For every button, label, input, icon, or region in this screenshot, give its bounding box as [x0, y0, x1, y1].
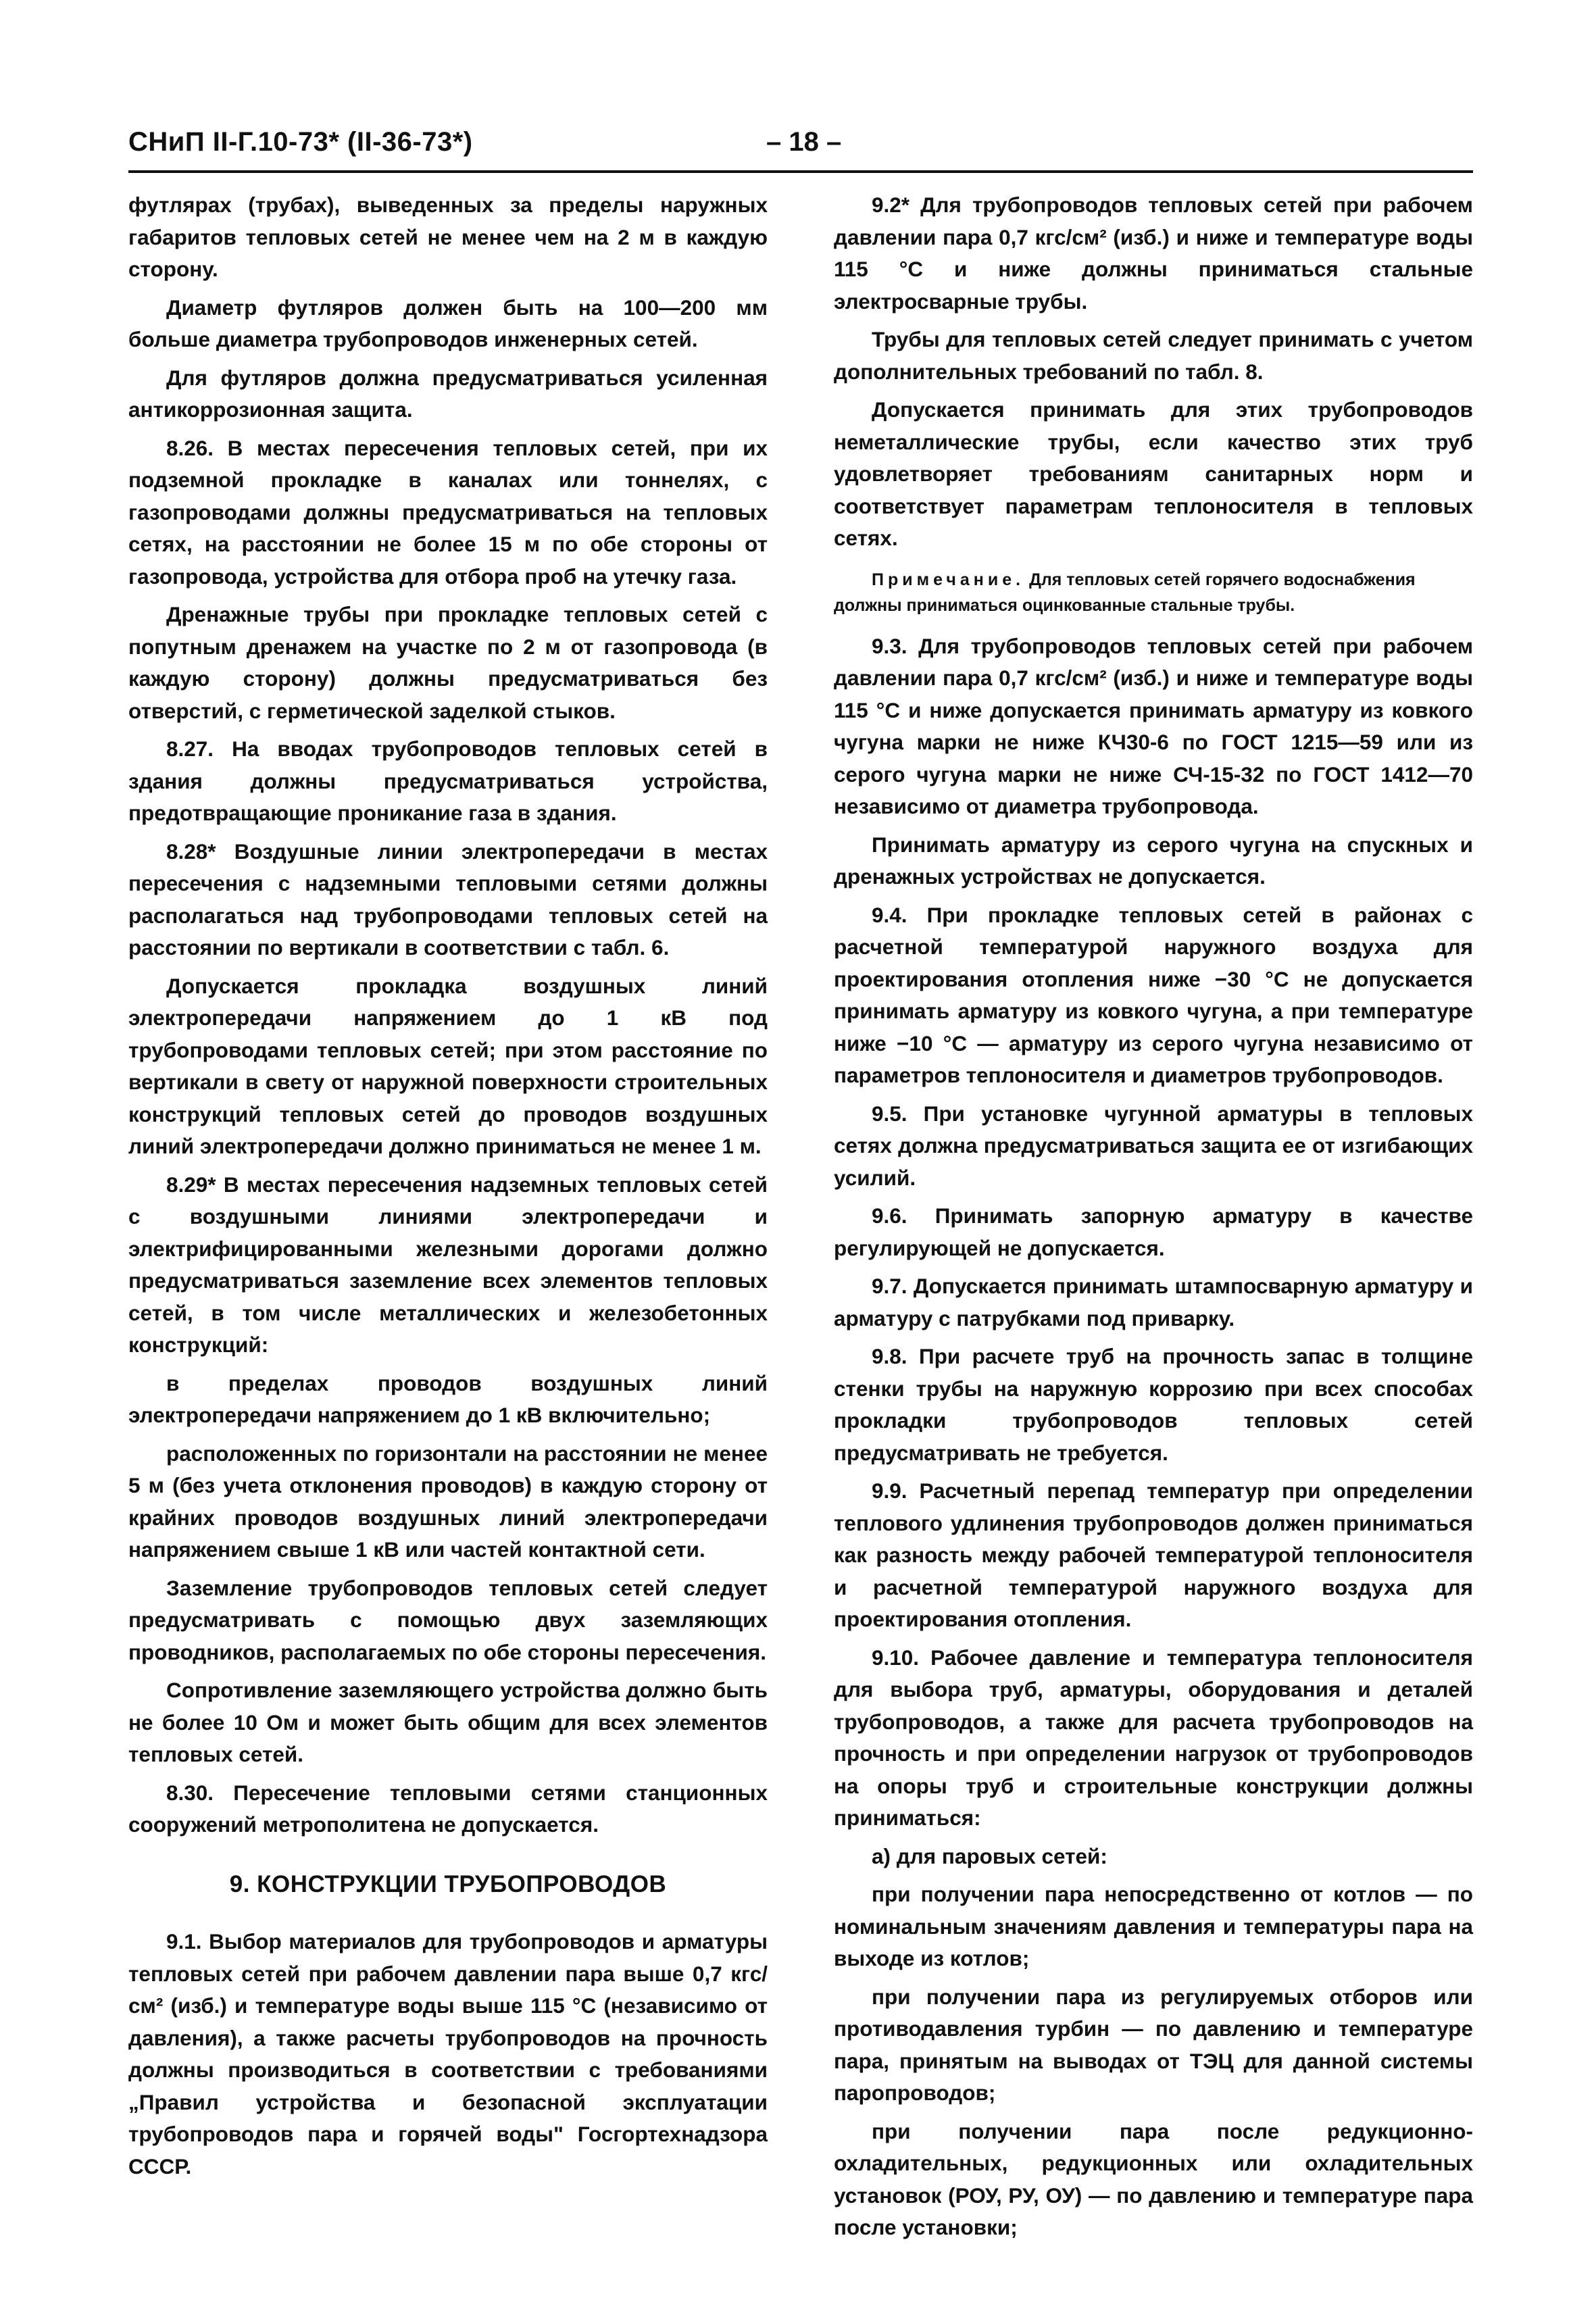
paragraph: Допускается принимать для этих трубопроводов неметаллические трубы, если качество этих труб удовлетворяет требованиям санитарных норм и соответствует параметрам теплоносителя в тепловых сетях.	[834, 397, 1473, 550]
right-column	[834, 189, 1473, 2250]
paragraph: при получении пара из регулируемых отборов или противодавления турбин — по давлению и температуре пара, принятым на выводах от ТЭЦ для данной системы паропроводов;	[834, 1984, 1473, 2105]
paragraph: 9.6. Принимать запорную арматуру в качестве регулирующей не допускается.	[834, 1203, 1473, 1260]
paragraph: 9.7. Допускается принимать штампосварную арматуру и арматуру с патрубками под приварку.	[834, 1274, 1473, 1330]
paragraph: 9.1. Выбор материалов для трубопроводов и арматуры тепловых сетей при рабочем давлении пара выше 0,7 кгс/см² (изб.) и температуре воды выше 115 °С (независимо от давления), а также расчеты трубопроводов на прочность должны производиться в соответствии с требованиями „Правил устройства и безопасной эксплуатации трубопроводов пара и горячей воды" Госгортехнадзора СССР.	[128, 1929, 768, 2179]
note-label: Примечание.	[872, 570, 1025, 589]
paragraph: 8.28* Воздушные линии электропередачи в местах пересечения с надземными тепловыми сетями должны располагаться над трубопроводами тепловых сетей на расстоянии по вертикали в соответствии с табл. 6.	[128, 839, 768, 960]
left-column	[128, 189, 768, 2189]
paragraph: 9.9. Расчетный перепад температур при определении теплового удлинения трубопроводов должен приниматься как разность между рабочей температурой теплоносителя и расчетной температурой наружного воздуха для проектирования отопления.	[834, 1478, 1473, 1631]
paragraph: расположенных по горизонтали на расстоянии не менее 5 м (без учета отклонения проводов) в каждую сторону от крайних проводов воздушных линий электропередачи напряжением свыше 1 кВ или частей контактной сети.	[128, 1441, 768, 1562]
note	[834, 567, 1473, 618]
paragraph: 9.8. При расчете труб на прочность запас в толщине стенки трубы на наружную коррозию при всех способах прокладки трубопроводов тепловых сетей предусматривать не требуется.	[834, 1344, 1473, 1465]
paragraph: 8.27. На вводах трубопроводов тепловых сетей в здания должны предусматриваться устройства, предотвращающие проникание газа в здания.	[128, 737, 768, 825]
paragraph: 9.3. Для трубопроводов тепловых сетей при рабочем давлении пара 0,7 кгс/см² (изб.) и ниже и температуре воды 115 °С и ниже допускается принимать арматуру из ковкого чугуна марки не ниже КЧ30-6 по ГОСТ 1215—59 или из серого чугуна марки не ниже СЧ-15-32 по ГОСТ 1412—70 независимо от диаметра трубопровода.	[834, 633, 1473, 818]
paragraph: 9.5. При установке чугунной арматуры в тепловых сетях должна предусматриваться защита ее от изгибающих усилий.	[834, 1101, 1473, 1190]
paragraph: 8.30. Пересечение тепловыми сетями станционных сооружений метрополитена не допускается.	[128, 1780, 768, 1837]
paragraph: Принимать арматуру из серого чугуна на спускных и дренажных устройствах не допускается.	[834, 832, 1473, 889]
paragraph: Заземление трубопроводов тепловых сетей следует предусматривать с помощью двух заземляющих проводников, располагаемых по обе стороны пересечения.	[128, 1575, 768, 1664]
paragraph: 8.26. В местах пересечения тепловых сетей, при их подземной прокладке в каналах или тоннелях, с газопроводами должны предусматриваться на тепловых сетях, на расстоянии не более 15 м по обе стороны от газопровода, устройства для отбора проб на утечку газа.	[128, 435, 768, 589]
paragraph: 9.2* Для трубопроводов тепловых сетей при рабочем давлении пара 0,7 кгс/см² (изб.) и ниже и температуре воды 115 °С и ниже должны приниматься стальные электросварные трубы.	[834, 193, 1473, 314]
paragraph: Для футляров должна предусматриваться усиленная антикоррозионная защита.	[128, 365, 768, 422]
paragraph: Дренажные трубы при прокладке тепловых сетей с попутным дренажем на участке по 2 м от газопровода (в каждую сторону) должны предусматриваться без отверстий, с герметической заделкой стыков.	[128, 602, 768, 723]
header-rule	[128, 170, 1473, 173]
note-text: Для тепловых сетей горячего водоснабжения должны приниматься оцинкованные стальные трубы.	[834, 570, 1416, 615]
document-code: СНиП II-Г.10-73* (II-36-73*)	[128, 127, 473, 157]
paragraph: Диаметр футляров должен быть на 100—200 мм больше диаметра трубопроводов инженерных сетей.	[128, 295, 768, 351]
paragraph: 9.4. При прокладке тепловых сетей в районах с расчетной температурой наружного воздуха для проектирования отопления ниже −30 °С не допускается принимать арматуру из ковкого чугуна, а при температуре ниже −10 °С — арматуру из серого чугуна независимо от параметров теплоносителя и диаметров трубопроводов.	[834, 902, 1473, 1087]
page-number: – 18 –	[766, 127, 842, 157]
paragraph: Сопротивление заземляющего устройства должно быть не более 10 Ом и может быть общим для всех элементов тепловых сетей.	[128, 1678, 768, 1766]
paragraph: а) для паровых сетей:	[872, 1843, 1107, 1868]
paragraph: Допускается прокладка воздушных линий электропередачи напряжением до 1 кВ под трубопроводами тепловых сетей; при этом расстояние по вертикали в свету от наружной поверхности строительных конструкций тепловых сетей до проводов воздушных линий электропередачи должно приниматься не менее 1 м.	[128, 973, 768, 1158]
paragraph: 8.29* В местах пересечения надземных тепловых сетей с воздушными линиями электропередачи и электрифицированными железными дорогами должно предусматриваться заземление всех элементов тепловых сетей, в том числе металлических и железобетонных конструкций:	[128, 1172, 768, 1357]
paragraph: в пределах проводов воздушных линий электропередачи напряжением до 1 кВ включительно;	[128, 1370, 768, 1427]
paragraph: при получении пара непосредственно от котлов — по номинальным значениям давления и температуры пара на выходе из котлов;	[834, 1882, 1473, 1970]
paragraph: при получении пара после редукционно-охладительных, редукционных или охладительных установок (РОУ, РУ, ОУ) — по давлению и температуре пара после установки;	[834, 2118, 1473, 2239]
paragraph: 9.10. Рабочее давление и температура теплоносителя для выбора труб, арматуры, оборудования и деталей трубопроводов, а также для расчета трубопроводов на прочность и при определении нагрузок от трубопроводов на опоры труб и строительные конструкции должны приниматься:	[834, 1645, 1473, 1830]
paragraph: футлярах (трубах), выведенных за пределы наружных габаритов тепловых сетей не менее чем на 2 м в каждую сторону.	[128, 193, 768, 281]
paragraph: Трубы для тепловых сетей следует принимать с учетом дополнительных требований по табл. 8.	[834, 327, 1473, 384]
section-title: 9. КОНСТРУКЦИИ ТРУБОПРОВОДОВ	[229, 1870, 667, 1897]
